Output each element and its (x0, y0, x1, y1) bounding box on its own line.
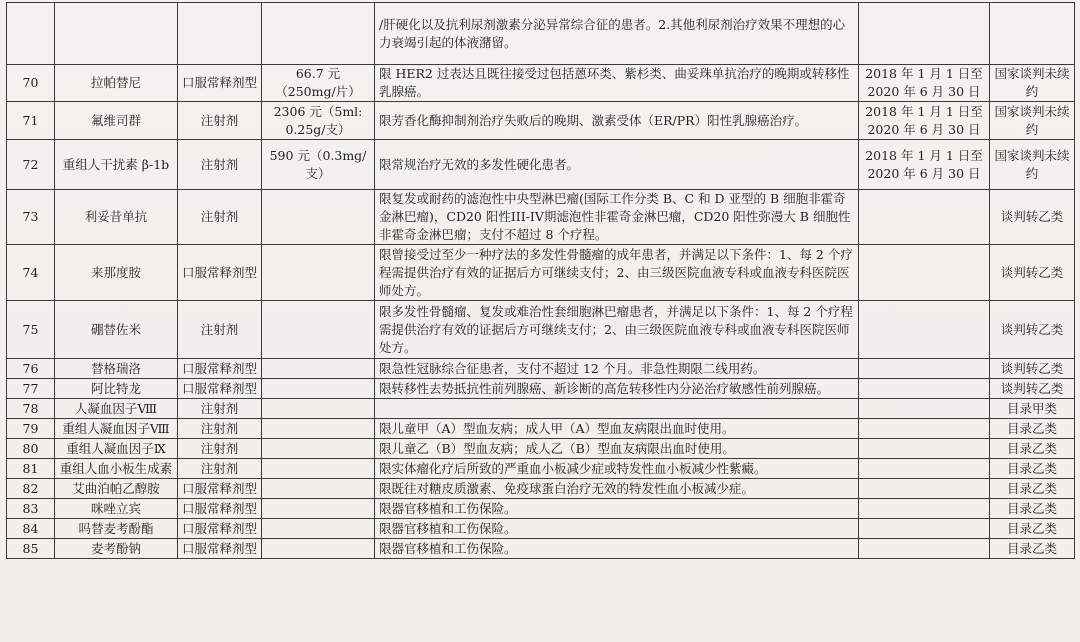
agreement-period (859, 301, 990, 359)
drug-name: 重组人凝血因子Ⅸ (55, 439, 178, 459)
agreement-period (859, 399, 990, 419)
category-label: 谈判转乙类 (990, 245, 1075, 301)
category-label: 国家谈判未续约 (990, 65, 1075, 102)
drug-table (6, 2, 1075, 559)
dosage-form: 口服常释剂型 (178, 519, 262, 539)
restriction-text: 限儿童甲（A）型血友病；成人甲（A）型血友病限出血时使用。 (375, 419, 859, 439)
agreement-period (859, 419, 990, 439)
payment-price (262, 519, 375, 539)
category-label: 目录乙类 (990, 519, 1075, 539)
restriction-text: 限转移性去势抵抗性前列腺癌、新诊断的高危转移性内分泌治疗敏感性前列腺癌。 (375, 379, 859, 399)
agreement-period (859, 499, 990, 519)
agreement-period (859, 3, 990, 65)
drug-name: 吗替麦考酚酯 (55, 519, 178, 539)
table-row (7, 140, 1075, 190)
agreement-period (859, 519, 990, 539)
table-row (7, 479, 1075, 499)
drug-name: 重组人干扰素 β-1b (55, 140, 178, 190)
row-number: 78 (7, 399, 55, 419)
row-number: 76 (7, 359, 55, 379)
row-number: 70 (7, 65, 55, 102)
restriction-text: 限儿童乙（B）型血友病；成人乙（B）型血友病限出血时使用。 (375, 439, 859, 459)
drug-name: 人凝血因子Ⅷ (55, 399, 178, 419)
row-number: 79 (7, 419, 55, 439)
category-label: 国家谈判未续约 (990, 140, 1075, 190)
drug-name: 艾曲泊帕乙醇胺 (55, 479, 178, 499)
row-number: 75 (7, 301, 55, 359)
restriction-text: 限器官移植和工伤保险。 (375, 519, 859, 539)
row-number: 84 (7, 519, 55, 539)
payment-price (262, 459, 375, 479)
payment-price (262, 379, 375, 399)
category-label (990, 3, 1075, 65)
agreement-period (859, 459, 990, 479)
drug-name: 来那度胺 (55, 245, 178, 301)
restriction-text: 限多发性骨髓瘤、复发或难治性套细胞淋巴瘤患者，并满足以下条件：1、每 2 个疗程需提供治疗有效的证据后方可继续支付；2、由三级医院血液专科或血液专科医院医师处方。 (375, 301, 859, 359)
drug-name: 氟维司群 (55, 102, 178, 140)
dosage-form: 注射剂 (178, 140, 262, 190)
table-row (7, 539, 1075, 559)
agreement-period (859, 359, 990, 379)
table-row (7, 245, 1075, 301)
drug-name: 重组人血小板生成素 (55, 459, 178, 479)
row-number: 82 (7, 479, 55, 499)
table-row (7, 419, 1075, 439)
dosage-form: 注射剂 (178, 190, 262, 245)
table-row (7, 3, 1075, 65)
agreement-period: 2018 年 1 月 1 日至 2020 年 6 月 30 日 (859, 140, 990, 190)
table-row (7, 65, 1075, 102)
drug-name: 咪唑立宾 (55, 499, 178, 519)
payment-price (262, 479, 375, 499)
row-number (7, 3, 55, 65)
payment-price: 66.7 元（250mg/片） (262, 65, 375, 102)
drug-name: 拉帕替尼 (55, 65, 178, 102)
category-label: 目录乙类 (990, 419, 1075, 439)
category-label: 目录乙类 (990, 439, 1075, 459)
drug-name: 阿比特龙 (55, 379, 178, 399)
row-number: 72 (7, 140, 55, 190)
dosage-form: 注射剂 (178, 419, 262, 439)
dosage-form: 口服常释剂型 (178, 539, 262, 559)
row-number: 83 (7, 499, 55, 519)
drug-name: 麦考酚钠 (55, 539, 178, 559)
table-row (7, 102, 1075, 140)
restriction-text: 限 HER2 过表达且既往接受过包括蒽环类、紫杉类、曲妥珠单抗治疗的晚期或转移性乳腺癌。 (375, 65, 859, 102)
payment-price (262, 301, 375, 359)
row-number: 74 (7, 245, 55, 301)
category-label: 目录甲类 (990, 399, 1075, 419)
agreement-period (859, 190, 990, 245)
row-number: 81 (7, 459, 55, 479)
dosage-form: 口服常释剂型 (178, 499, 262, 519)
payment-price (262, 359, 375, 379)
payment-price: 590 元（0.3mg/支） (262, 140, 375, 190)
drug-name: 重组人凝血因子Ⅷ (55, 419, 178, 439)
category-label: 目录乙类 (990, 539, 1075, 559)
category-label: 目录乙类 (990, 499, 1075, 519)
dosage-form: 口服常释剂型 (178, 65, 262, 102)
payment-price (262, 399, 375, 419)
agreement-period (859, 245, 990, 301)
dosage-form: 口服常释剂型 (178, 379, 262, 399)
row-number: 71 (7, 102, 55, 140)
drug-name: 替格瑞洛 (55, 359, 178, 379)
row-number: 80 (7, 439, 55, 459)
agreement-period (859, 479, 990, 499)
category-label: 谈判转乙类 (990, 359, 1075, 379)
restriction-text (375, 399, 859, 419)
payment-price (262, 499, 375, 519)
table-body (7, 3, 1075, 559)
restriction-text: 限实体瘤化疗后所致的严重血小板减少症或特发性血小板减少性紫癜。 (375, 459, 859, 479)
category-label: 谈判转乙类 (990, 379, 1075, 399)
drug-name (55, 3, 178, 65)
category-label: 国家谈判未续约 (990, 102, 1075, 140)
payment-price (262, 190, 375, 245)
dosage-form: 注射剂 (178, 399, 262, 419)
table-row (7, 190, 1075, 245)
restriction-text: 限急性冠脉综合征患者，支付不超过 12 个月。非急性期限二线用药。 (375, 359, 859, 379)
table-row (7, 379, 1075, 399)
row-number: 85 (7, 539, 55, 559)
restriction-text: /肝硬化以及抗利尿剂激素分泌异常综合征的患者。2.其他利尿剂治疗效果不理想的心力衰竭引起的体液潴留。 (375, 3, 859, 65)
dosage-form (178, 3, 262, 65)
agreement-period (859, 539, 990, 559)
drug-name: 利妥昔单抗 (55, 190, 178, 245)
table-row (7, 519, 1075, 539)
dosage-form: 口服常释剂型 (178, 479, 262, 499)
dosage-form: 注射剂 (178, 439, 262, 459)
payment-price (262, 3, 375, 65)
row-number: 77 (7, 379, 55, 399)
restriction-text: 限器官移植和工伤保险。 (375, 499, 859, 519)
dosage-form: 注射剂 (178, 459, 262, 479)
payment-price: 2306 元（5ml: 0.25g/支） (262, 102, 375, 140)
restriction-text: 限器官移植和工伤保险。 (375, 539, 859, 559)
agreement-period (859, 379, 990, 399)
payment-price (262, 245, 375, 301)
table-row (7, 439, 1075, 459)
restriction-text: 限既往对糖皮质激素、免疫球蛋白治疗无效的特发性血小板减少症。 (375, 479, 859, 499)
dosage-form: 注射剂 (178, 102, 262, 140)
drug-name: 硼替佐米 (55, 301, 178, 359)
row-number: 73 (7, 190, 55, 245)
table-row (7, 399, 1075, 419)
table-row (7, 301, 1075, 359)
restriction-text: 限复发或耐药的滤泡性中央型淋巴瘤(国际工作分类 B、C 和 D 亚型的 B 细胞非霍奇金淋巴瘤)，CD20 阳性III-IV期滤泡性非霍奇金淋巴瘤，CD20 阳性弥漫大 B 细胞性非霍奇金淋巴瘤；支付不超过 8 个疗程。 (375, 190, 859, 245)
dosage-form: 口服常释剂型 (178, 359, 262, 379)
category-label: 目录乙类 (990, 479, 1075, 499)
table-row (7, 459, 1075, 479)
payment-price (262, 439, 375, 459)
restriction-text: 限曾接受过至少一种疗法的多发性骨髓瘤的成年患者，并满足以下条件：1、每 2 个疗程需提供治疗有效的证据后方可继续支付；2、由三级医院血液专科或血液专科医院医师处方。 (375, 245, 859, 301)
restriction-text: 限常规治疗无效的多发性硬化患者。 (375, 140, 859, 190)
dosage-form: 口服常释剂型 (178, 245, 262, 301)
agreement-period: 2018 年 1 月 1 日至 2020 年 6 月 30 日 (859, 65, 990, 102)
agreement-period (859, 439, 990, 459)
restriction-text: 限芳香化酶抑制剂治疗失败后的晚期、激素受体（ER/PR）阳性乳腺癌治疗。 (375, 102, 859, 140)
dosage-form: 注射剂 (178, 301, 262, 359)
table-row (7, 499, 1075, 519)
agreement-period: 2018 年 1 月 1 日至 2020 年 6 月 30 日 (859, 102, 990, 140)
category-label: 谈判转乙类 (990, 301, 1075, 359)
table-row (7, 359, 1075, 379)
category-label: 谈判转乙类 (990, 190, 1075, 245)
payment-price (262, 539, 375, 559)
payment-price (262, 419, 375, 439)
category-label: 目录乙类 (990, 459, 1075, 479)
